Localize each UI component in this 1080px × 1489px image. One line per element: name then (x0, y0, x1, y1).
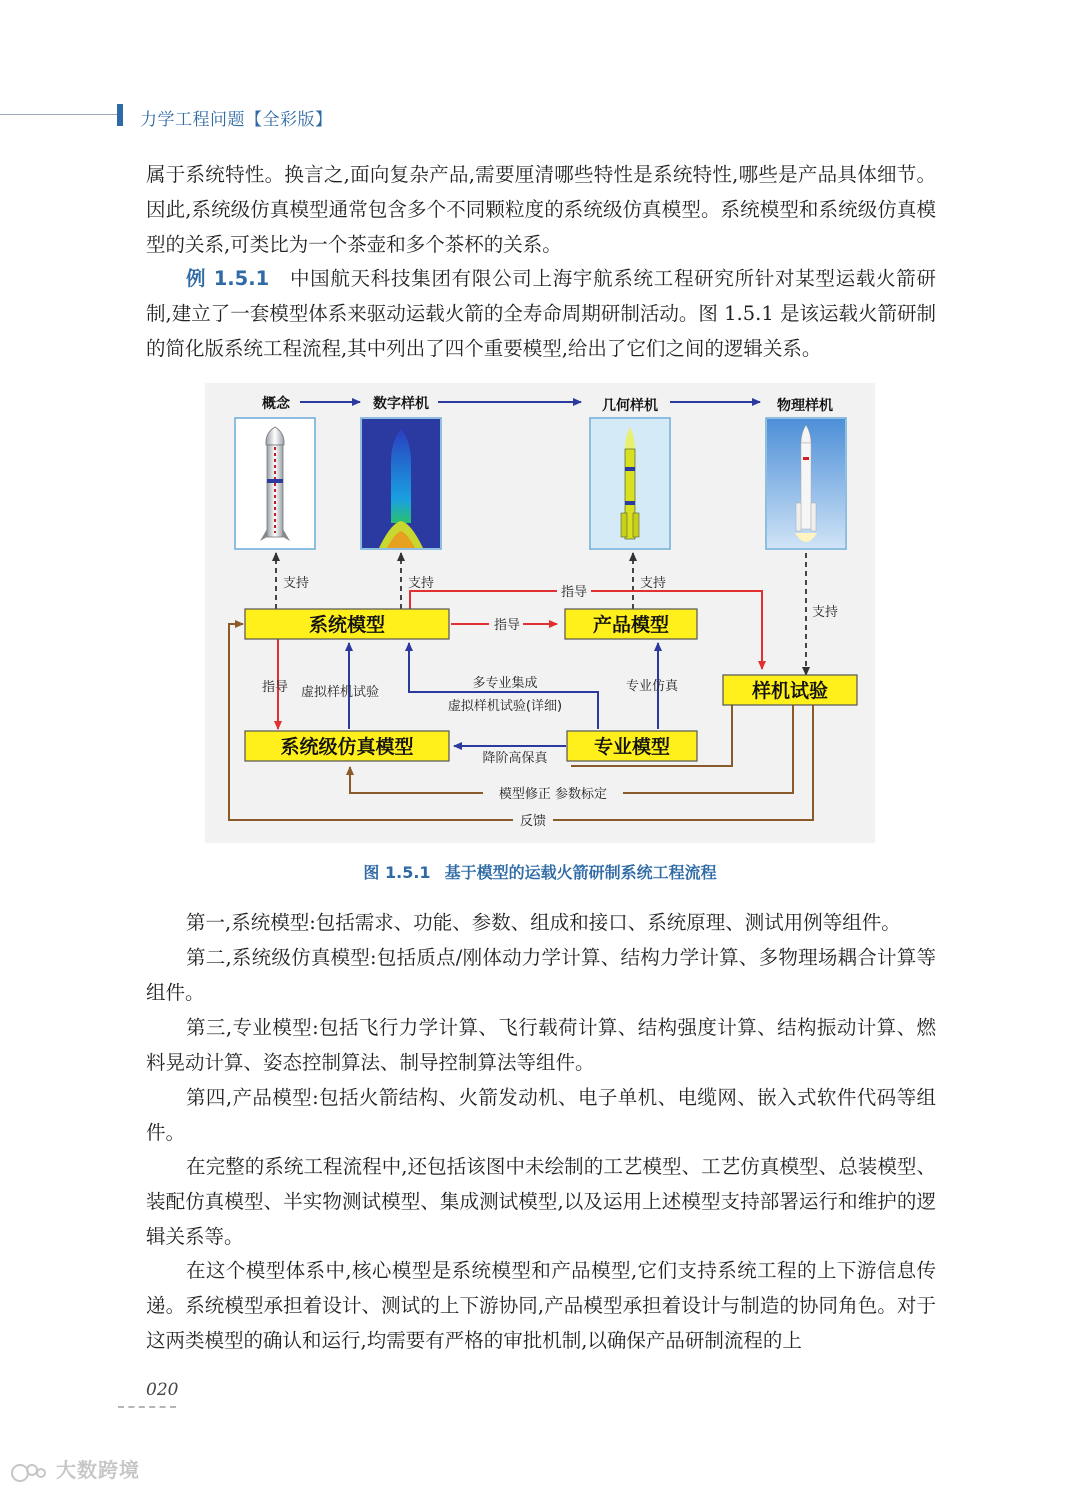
example-text: 中国航天科技集团有限公司上海宇航系统工程研究所针对某型运载火箭研制,建立了一套模型体系来驱动运载火箭的全寿命周期研制活动。图 1.5.1 是该运载火箭研制的简化版系统工程流程,其中列出了四个重要模型,给出了它们之间的逻辑关系。 (146, 267, 936, 360)
geometric-rocket-image (591, 419, 669, 548)
stage-label-geometric: 几何样机 (602, 398, 658, 414)
multi-integration-label: 多专业集成 (472, 676, 538, 691)
stage-label-concept: 概念 (262, 396, 290, 412)
figure-caption (0, 860, 1080, 883)
stage-label-digital: 数字样机 (373, 396, 429, 412)
guide-label-middle: 指导 (493, 618, 521, 633)
process-figure (205, 383, 875, 843)
sim-model-box (245, 731, 449, 761)
caption-title: 基于模型的运载火箭研制系统工程流程 (444, 863, 717, 882)
support-label-4: 支持 (812, 605, 839, 620)
pro-model-label: 专业模型 (593, 736, 671, 758)
support-label-3: 支持 (640, 576, 667, 591)
virtual-test-label: 虚拟样机试验 (301, 685, 380, 700)
example-label: 例 1.5.1 (186, 267, 270, 290)
list-item: 第一,系统模型:包括需求、功能、参数、组成和接口、系统原理、测试用例等组件。 (186, 911, 901, 934)
watermark-text: 大数跨境 (55, 1458, 140, 1482)
digital-rocket-image (362, 419, 440, 548)
core-model-paragraph: 在这个模型体系中,核心模型是系统模型和产品模型,它们支持系统工程的上下游信息传递。系统模型承担着设计、测试的上下游协同,产品模型承担着设计与制造的协同角色。对于这两类模型的确认和运行,均需要有严格的审批机制,以确保产品研制流程的上 (146, 1259, 936, 1352)
sim-model-label: 系统级仿真模型 (280, 736, 414, 758)
list-item: 第三,专业模型:包括飞行力学计算、飞行载荷计算、结构强度计算、结构振动计算、燃料晃动计算、姿态控制算法、制导控制算法等组件。 (146, 1016, 936, 1074)
watermark (10, 1454, 140, 1483)
example-paragraph (146, 261, 936, 366)
physical-rocket-image (767, 419, 845, 548)
process-diagram (205, 383, 875, 843)
header-bar (117, 104, 123, 126)
list-item: 第二,系统级仿真模型:包括质点/刚体动力学计算、结构力学计算、多物理场耦合计算等组件。 (146, 946, 936, 1004)
header-rule (0, 114, 118, 115)
page-number-rule (118, 1406, 176, 1408)
support-label-2: 支持 (408, 576, 435, 591)
support-label-1: 支持 (283, 576, 310, 591)
guide-label-left: 指导 (262, 680, 289, 695)
intro-paragraph: 属于系统特性。换言之,面向复杂产品,需要厘清哪些特性是系统特性,哪些是产品具体细节。因此,系统级仿真模型通常包含多个不同颗粒度的系统级仿真模型。系统模型和系统级仿真模型的关系,可类比为一个茶壶和多个茶杯的关系。 (146, 163, 936, 256)
product-model-box (565, 609, 697, 639)
system-model-box (245, 609, 449, 639)
virtual-test-detail-label: 虚拟样机试验(详细) (447, 699, 563, 714)
guide-label-top: 指导 (560, 585, 588, 600)
system-model-label: 系统模型 (308, 614, 386, 636)
watermark-logo-icon (10, 1461, 48, 1483)
pro-model-box (567, 731, 697, 761)
reduce-label: 降阶高保真 (482, 751, 548, 766)
stage-label-physical: 物理样机 (777, 398, 833, 414)
prototype-test-box (723, 675, 857, 705)
prototype-test-label: 样机试验 (751, 680, 829, 702)
list-item: 第四,产品模型:包括火箭结构、火箭发动机、电子单机、电缆网、嵌入式软件代码等组件。 (146, 1086, 936, 1144)
feedback-label: 反馈 (519, 814, 547, 829)
pro-sim-label: 专业仿真 (626, 679, 679, 694)
product-model-label: 产品模型 (592, 614, 670, 636)
correction-label: 模型修正 参数标定 (498, 787, 608, 802)
caption-number: 图 1.5.1 (363, 863, 431, 882)
running-header: 力学工程问题【全彩版】 (140, 110, 333, 130)
process-paragraph: 在完整的系统工程流程中,还包括该图中未绘制的工艺模型、工艺仿真模型、总装模型、装配仿真模型、半实物测试模型、集成测试模型,以及运用上述模型支持部署运行和维护的逻辑关系等。 (146, 1155, 936, 1248)
page-number: 020 (146, 1380, 179, 1400)
